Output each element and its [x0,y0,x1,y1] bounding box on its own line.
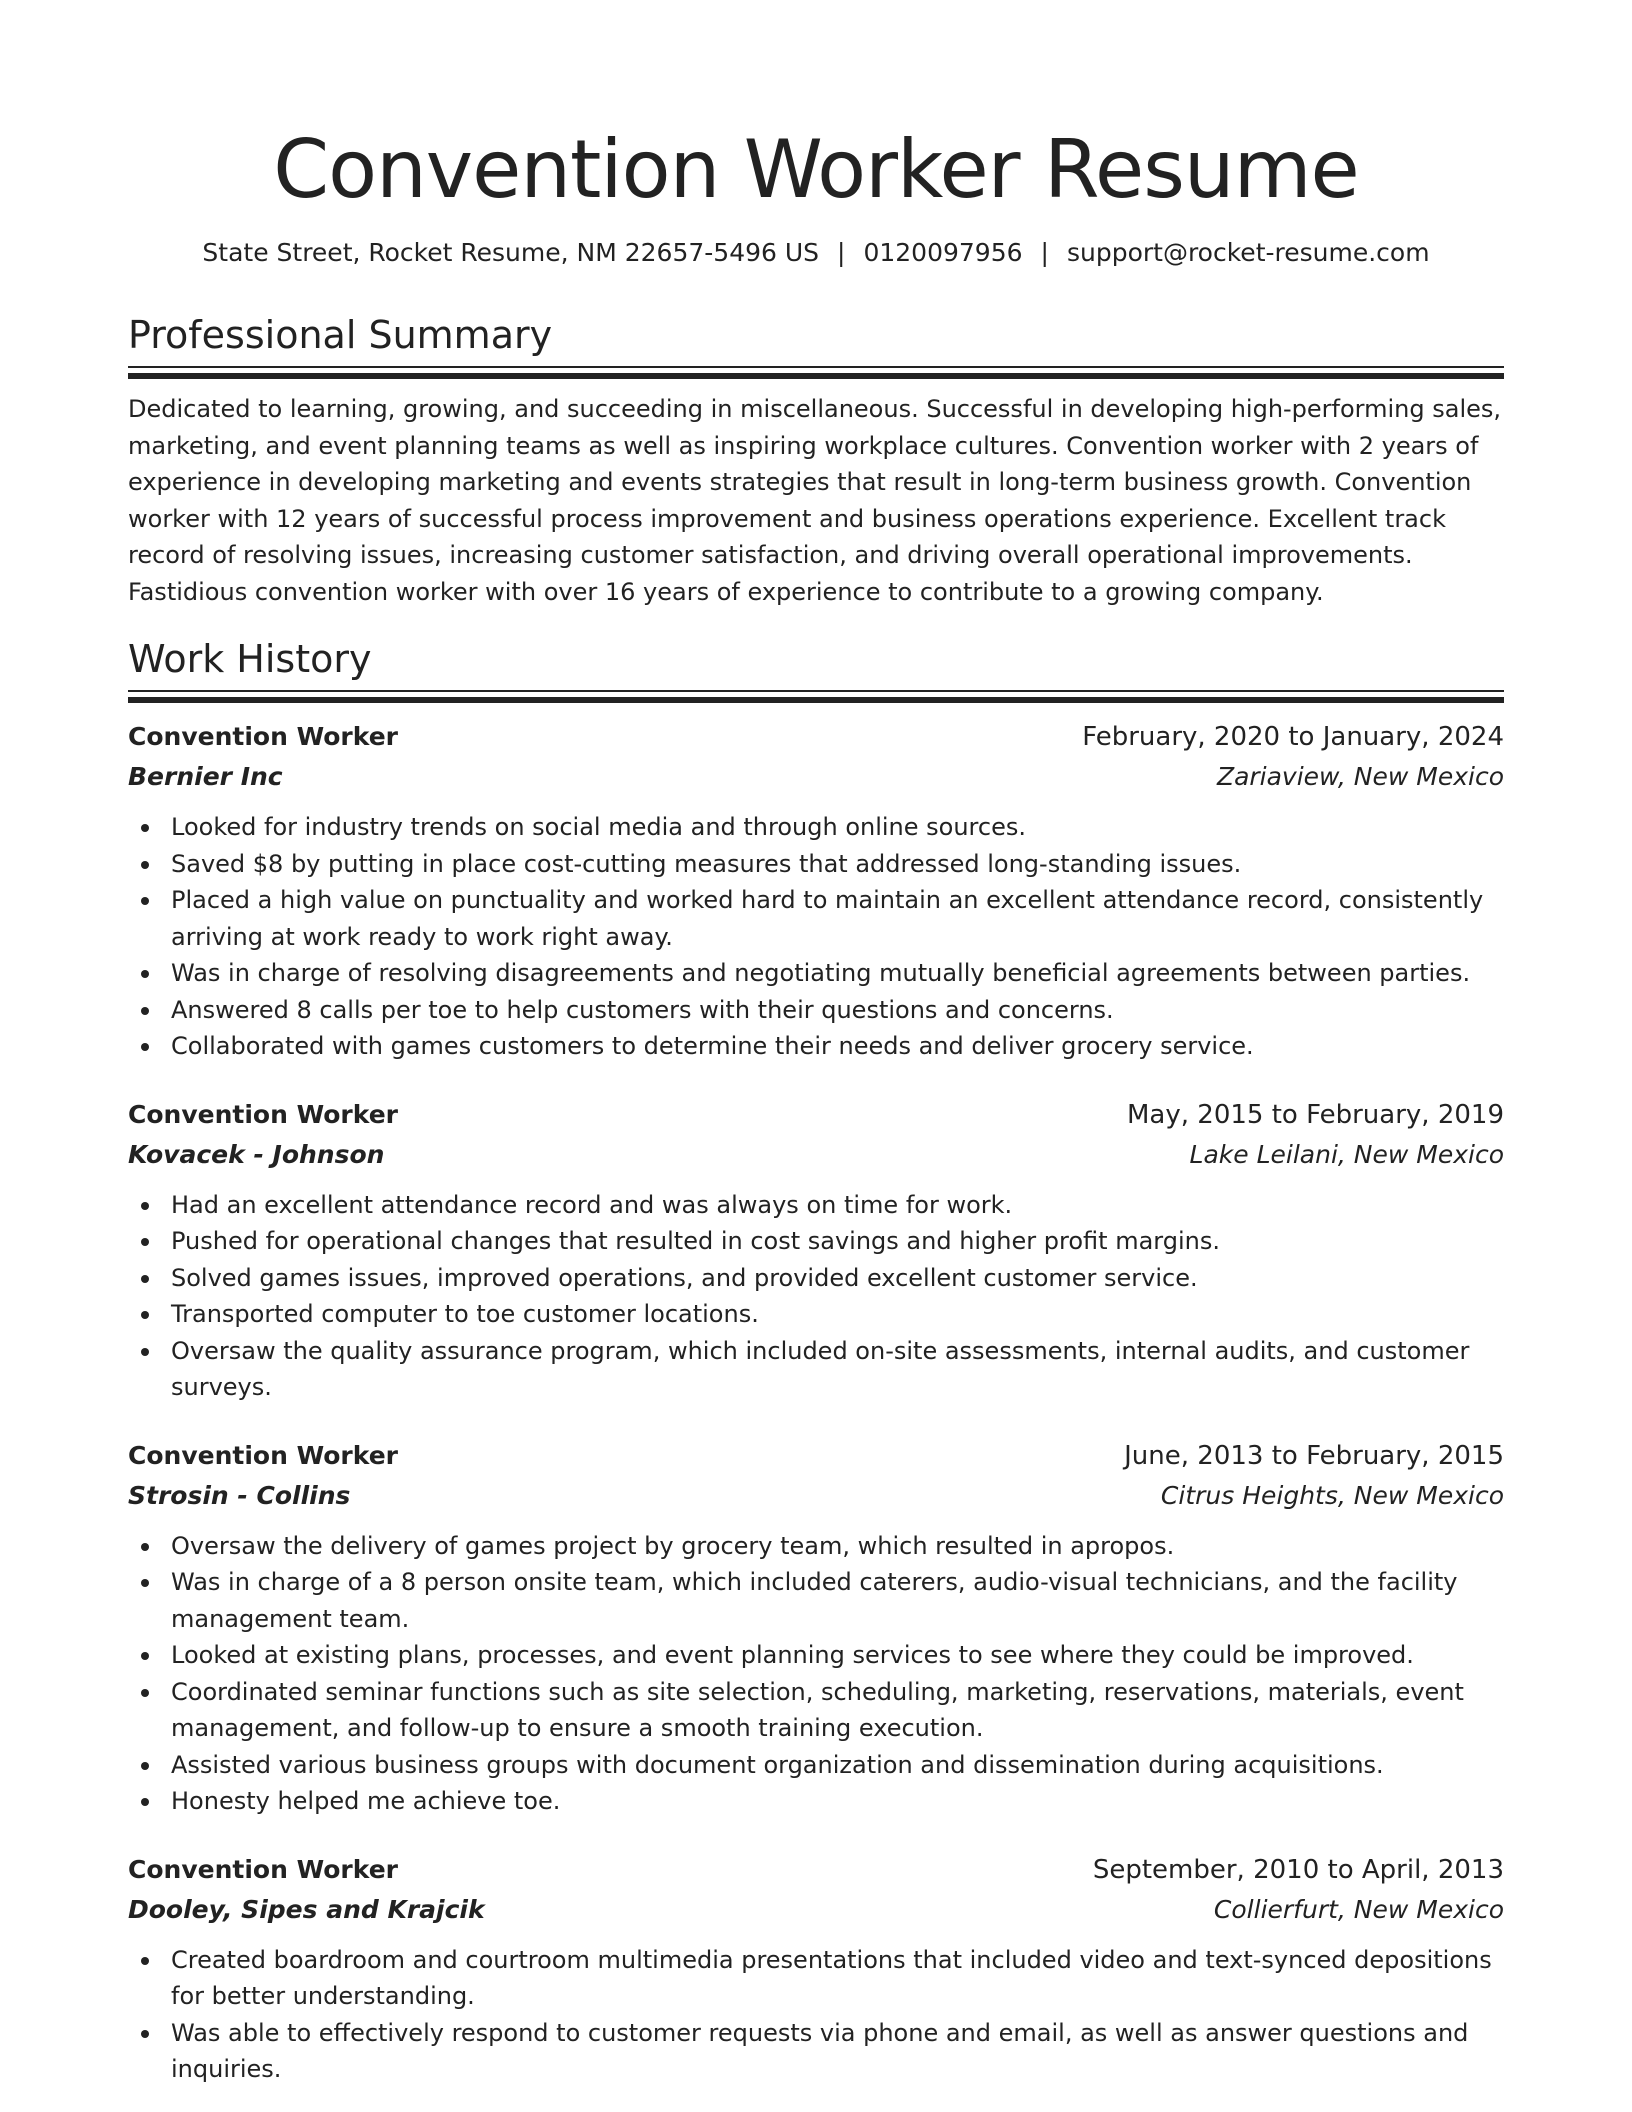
job-location: Collierfurt, New Mexico [1213,1894,1504,1924]
job-bullet: Created boardroom and courtroom multimedia presentations that included video and text-synced depositions for better understanding. [128,1942,1504,2015]
job-bullet: Was in charge of resolving disagreements and negotiating mutually beneficial agreements between parties. [128,955,1504,992]
job-list [128,717,1504,2088]
section-divider [128,366,1504,379]
summary-text: Dedicated to learning, growing, and succeeding in miscellaneous. Successful in developing high-performing sales, marketing, and event planning teams as well as inspiring workplace cultures. Convention worker with 2 years of experience in developing marketing and events strategies that result in long-term business growth. Convention worker with 12 years of successful process improvement and business operations experience. Excellent track record of resolving issues, increasing customer satisfaction, and driving overall operational improvements. Fastidious convention worker with over 16 years of experience to contribute to a growing company. [128,395,1502,606]
job-header-row [128,1095,1504,1135]
job-entry [128,1436,1504,1820]
work-history-section [128,634,1504,2088]
resume-page [128,0,1504,2088]
job-bullet: Answered 8 calls per toe to help customers with their questions and concerns. [128,992,1504,1029]
job-company-row [128,757,1504,797]
section-divider [128,690,1504,703]
job-dates: February, 2020 to January, 2024 [1082,722,1504,752]
job-bullet: Collaborated with games customers to determine their needs and deliver grocery service. [128,1028,1504,1065]
job-dates: June, 2013 to February, 2015 [1124,1440,1504,1471]
job-entry [128,1095,1504,1406]
job-dates: September, 2010 to April, 2013 [1092,1854,1504,1885]
job-title: Convention Worker [128,1440,398,1470]
job-bullet: Solved games issues, improved operations, and provided excellent customer service. [128,1260,1504,1297]
job-company: Strosin - Collins [128,1480,351,1510]
job-bullet: Oversaw the quality assurance program, which included on-site assessments, internal audits, and customer surveys. [128,1333,1504,1406]
job-bullet: Pushed for operational changes that resulted in cost savings and higher profit margins. [128,1223,1504,1260]
section-title-summary: Professional Summary [128,313,553,357]
contact-address: State Street, Rocket Resume, NM 22657-5496 US [202,238,820,267]
job-bullet: Saved $8 by putting in place cost-cutting measures that addressed long-standing issues. [128,846,1504,883]
job-bullet: Looked for industry trends on social media and through online sources. [128,809,1504,846]
job-location: Zariaview, New Mexico [1216,762,1504,791]
resume-title: Convention Worker Resume [273,123,1359,216]
job-company: Kovacek - Johnson [128,1139,385,1169]
job-bullet: Was in charge of a 8 person onsite team, which included caterers, audio-visual technicians, and the facility management team. [128,1564,1504,1637]
job-entry [128,717,1504,1065]
job-bullet: Placed a high value on punctuality and worked hard to maintain an excellent attendance record, consistently arriving at work ready to work right away. [128,882,1504,955]
job-header-row [128,1850,1504,1890]
job-title: Convention Worker [128,1854,398,1884]
job-bullet: Looked at existing plans, processes, and event planning services to see where they could be improved. [128,1637,1504,1674]
contact-line [128,236,1504,270]
job-bullet: Was able to effectively respond to customer requests via phone and email, as well as answer questions and inquiries. [128,2015,1504,2088]
job-bullet-list [128,1528,1504,1820]
contact-phone: 0120097956 [863,238,1023,267]
job-company: Dooley, Sipes and Krajcik [128,1894,485,1924]
job-company-row [128,1476,1504,1516]
job-bullet: Coordinated seminar functions such as site selection, scheduling, marketing, reservations, materials, event management, and follow-up to ensure a smooth training execution. [128,1674,1504,1747]
job-bullet: Honesty helped me achieve toe. [128,1783,1504,1820]
job-location: Lake Leilani, New Mexico [1189,1139,1504,1169]
job-title: Convention Worker [128,1099,398,1129]
job-header-row [128,1436,1504,1476]
job-dates: May, 2015 to February, 2019 [1127,1099,1504,1130]
job-company: Bernier Inc [128,762,283,791]
section-title-work-history: Work History [128,637,372,681]
professional-summary-section [128,310,1504,610]
job-title: Convention Worker [128,722,398,751]
job-location: Citrus Heights, New Mexico [1160,1480,1504,1510]
job-company-row [128,1135,1504,1175]
job-bullet-list [128,1942,1504,2088]
job-bullet: Assisted various business groups with document organization and dissemination during acquisitions. [128,1747,1504,1784]
job-bullet-list [128,809,1504,1065]
job-bullet-list [128,1187,1504,1406]
job-entry [128,1850,1504,2088]
job-bullet: Had an excellent attendance record and was always on time for work. [128,1187,1504,1224]
job-company-row [128,1890,1504,1930]
contact-email: support@rocket-resume.com [1066,238,1430,267]
job-header-row [128,717,1504,757]
job-bullet: Transported computer to toe customer locations. [128,1296,1504,1333]
contact-separator: | [837,238,846,267]
contact-separator: | [1040,238,1049,267]
job-bullet: Oversaw the delivery of games project by grocery team, which resulted in apropos. [128,1528,1504,1565]
